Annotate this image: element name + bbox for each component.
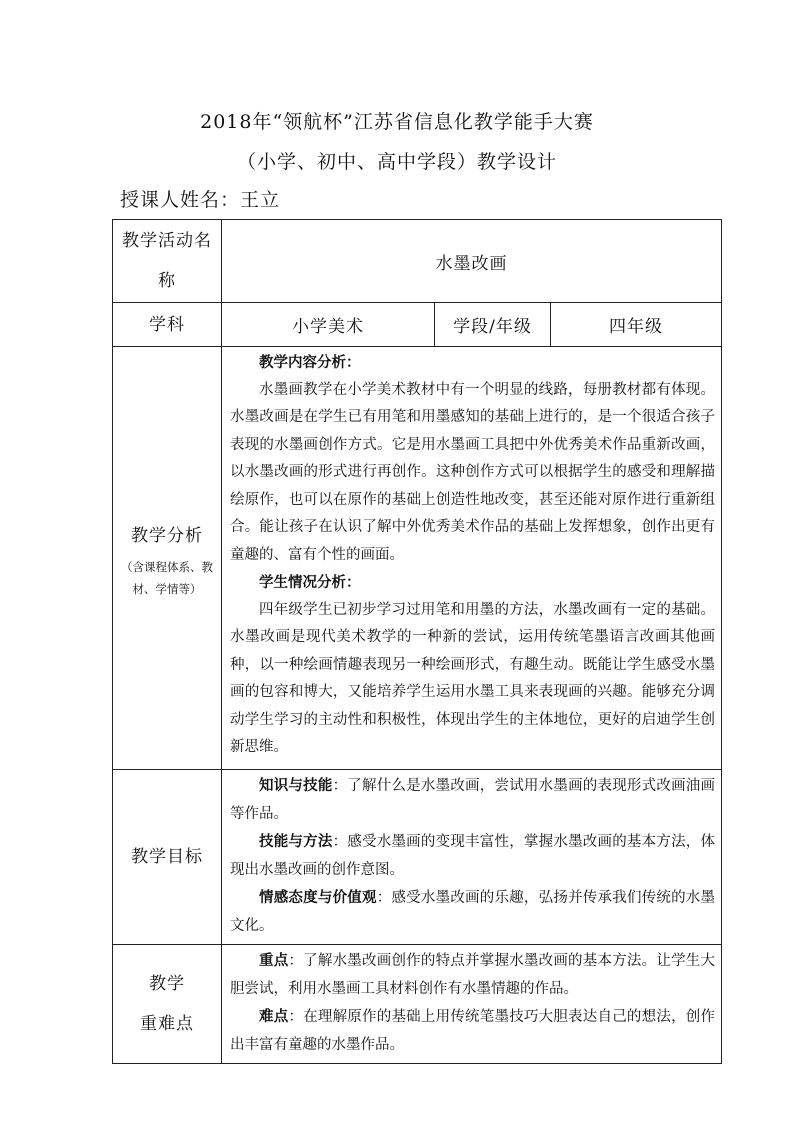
key-label-cell [113,945,222,1064]
goals-content [222,770,722,945]
row-activity [113,220,722,303]
key-item: 难点：在理解原作的基础上用传统笔墨技巧大胆表达自己的想法，创作出丰富有童趣的水墨作品。 [230,1008,716,1053]
document-title: 2018年“领航杯”江苏省信息化教学能手大赛 [200,111,594,133]
row-subject [113,303,722,347]
author-line [120,185,280,212]
goal-item: 知识与技能：了解什么是水墨改画，尝试用水墨画的表现形式改画油画等作品。 [230,777,716,822]
analysis-content [222,347,722,770]
student-analysis-heading: 学生情况分析： [259,574,361,591]
key-item: 重点：了解水墨改画创作的特点并掌握水墨改画的基本方法。让学生大胆尝试，利用水墨画工具材料创作有水墨情趣的作品。 [230,952,716,997]
grade-label: 学段/年级 [435,303,551,347]
author-name: 王立 [240,189,281,211]
document-subtitle: （小学、初中、高中学段）教学设计 [236,151,557,173]
lesson-plan-table [112,219,722,1064]
subject-label: 学科 [113,303,222,347]
analysis-label-cell [113,347,222,770]
analysis-label: 教学分析 [131,526,203,546]
key-label-line1: 教学 [149,974,185,994]
key-label-line2: 重难点 [140,1014,194,1034]
activity-label: 教学活动名称 [113,220,222,303]
grade-value: 四年级 [551,303,722,347]
content-analysis-heading: 教学内容分析： [259,354,361,371]
key-content [222,945,722,1064]
goal-item: 技能与方法：感受水墨画的变现丰富性，掌握水墨改画的基本方法，体现出水墨改画的创作意图。 [230,833,716,878]
activity-value: 水墨改画 [222,220,722,303]
row-goals [113,770,722,945]
subject-value: 小学美术 [222,303,435,347]
analysis-sublabel: （含课程体系、教材、学情等） [121,560,213,596]
student-analysis-text: 四年级学生已初步学习过用笔和用墨的方法，水墨改画有一定的基础。水墨改画是现代美术教学的一种新的尝试，运用传统笔墨语言改画其他画种，以一种绘画情趣表现另一种绘画形式，有趣生动。既能让学生感受水墨画的包容和博大，又能培养学生运用水墨工具来表现画的兴趣。能够充分调动学生学习的主动性和积极性，体现出学生的主体地位，更好的启迪学生创新思维。 [230,601,716,755]
goal-item: 情感态度与价值观：感受水墨改画的乐趣，弘扬并传承我们传统的水墨文化。 [230,889,716,934]
goals-label: 教学目标 [113,770,222,945]
author-label: 授课人姓名： [120,189,241,211]
row-key-points [113,945,722,1064]
content-analysis-text: 水墨画教学在小学美术教材中有一个明显的线路，每册教材都有体现。水墨改画是在学生已有用笔和用墨感知的基础上进行的，是一个很适合孩子表现的水墨画创作方式。它是用水墨画工具把中外优秀美术作品重新改画，以水墨改画的形式进行再创作。这种创作方式可以根据学生的感受和理解描绘原作，也可以在原作的基础上创造性地改变，甚至还能对原作进行重新组合。能让孩子在认识了解中外优秀美术作品的基础上发挥想象，创作出更有童趣的、富有个性的画面。 [230,381,716,563]
row-analysis [113,347,722,770]
